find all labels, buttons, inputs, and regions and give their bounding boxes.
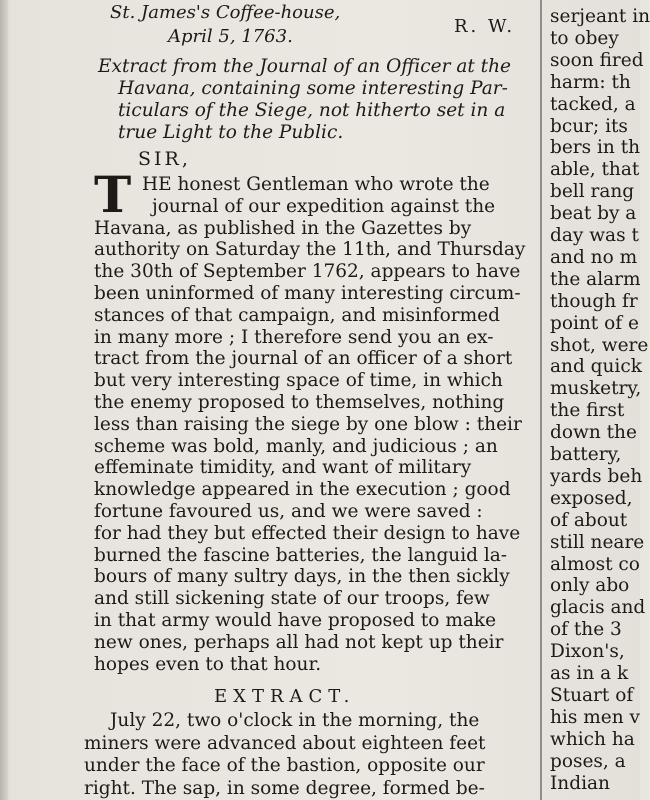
body-line: scheme was bold, manly, and judicious ; an — [94, 435, 498, 457]
right-column-line: exposed, — [550, 487, 633, 509]
right-column-line: though fr — [550, 290, 638, 312]
right-column-line: bers in th — [550, 137, 641, 159]
article-title-line-2: Havana, containing some interesting Par- — [118, 78, 508, 99]
body-line: been uninformed of many interesting circum- — [94, 283, 521, 304]
body-line: in many more ; I therefore send you an ex- — [94, 326, 494, 348]
right-column-line: Indian — [550, 772, 610, 794]
right-column-line: beat by a — [550, 203, 637, 225]
extract-line: miners were advanced about eighteen feet — [84, 732, 486, 754]
right-column-line: his men v — [550, 706, 640, 728]
article-title-line-1: Extract from the Journal of an Officer at the — [98, 56, 511, 77]
right-column-line: still neare — [550, 531, 645, 553]
body-line: but very interesting space of time, in which — [94, 370, 503, 392]
extract-line: right. The sap, in some degree, formed be- — [84, 777, 485, 799]
right-column-line: the first — [550, 400, 625, 422]
article-title-line-4: true Light to the Public. — [118, 122, 344, 143]
body-line: and still sickening state of our troops, few — [94, 588, 490, 610]
right-column-line: tacked, a — [550, 93, 636, 115]
right-column-line: almost co — [550, 553, 640, 575]
extract-line: under the face of the bastion, opposite our — [84, 755, 485, 776]
body-line: burned the fascine batteries, the languid la- — [94, 544, 508, 566]
body-line: Havana, as published in the Gazettes by — [94, 217, 472, 239]
body-line: the enemy proposed to themselves, nothing — [94, 392, 505, 413]
body-line: tract from the journal of an officer of a short — [94, 348, 513, 370]
body-line: bours of many sultry days, in the then sickly — [94, 566, 510, 588]
right-column-line: shot, were — [550, 334, 649, 356]
right-column-line: poses, a — [550, 750, 626, 772]
right-column-line: harm: th — [550, 71, 631, 93]
dateline-date: April 5, 1763. — [168, 26, 293, 47]
body-line: authority on Saturday the 11th, and Thursday — [94, 239, 526, 261]
body-line: journal of our expedition against the — [152, 195, 496, 217]
body-line: new ones, perhaps all had not kept up their — [94, 631, 504, 653]
right-column-line: to obey — [550, 27, 619, 49]
right-column-line: of about — [550, 509, 628, 531]
right-column-line: soon fired — [550, 49, 644, 71]
article-title-line-3: ticulars of the Siege, not hitherto set in a — [118, 100, 506, 121]
body-line: fortune favoured us, and we were saved : — [94, 501, 483, 522]
right-column-line: serjeant in — [550, 6, 650, 27]
page-edge-shadow — [0, 0, 8, 800]
dateline-place: St. James's Coffee-house, — [110, 2, 341, 23]
right-column-line: bell rang — [550, 181, 635, 203]
extract-heading: EXTRACT. — [214, 686, 356, 707]
salutation: SIR, — [138, 148, 191, 170]
right-column-line: point of e — [550, 312, 639, 334]
right-column-line: musketry, — [550, 378, 642, 400]
right-column-line: only abo — [550, 575, 630, 597]
drop-cap: T — [94, 165, 132, 224]
body-line: hopes even to that hour. — [94, 653, 322, 675]
right-column-line: glacis and — [550, 597, 646, 619]
right-column-line: battery, — [550, 444, 622, 465]
right-column-line: and no m — [550, 246, 638, 268]
body-line: effeminate timidity, and want of military — [94, 457, 472, 479]
right-column-line: of the 3 — [550, 619, 622, 641]
column-rule — [540, 0, 542, 800]
main-column — [82, 0, 534, 800]
right-column-line: the alarm — [550, 268, 641, 290]
right-column-line: bcur; its — [550, 115, 628, 137]
right-column-line: yards beh — [550, 465, 643, 487]
body-line: for had they but effected their design to have — [94, 522, 521, 544]
right-column-line: and quick — [550, 356, 642, 378]
body-line: in that army would have proposed to make — [94, 610, 497, 631]
right-column-line: Dixon's, — [550, 641, 625, 663]
body-line: less than raising the siege by one blow : their — [94, 413, 522, 435]
right-column-line: as in a k — [550, 663, 629, 684]
body-line: stances of that campaign, and misinformed — [94, 304, 500, 326]
right-column-line: day was t — [550, 225, 639, 246]
body-line: knowledge appeared in the execution ; good — [94, 479, 511, 501]
right-column — [548, 0, 650, 800]
body-line: the 30th of September 1762, appears to have — [94, 261, 521, 283]
right-column-line: able, that — [550, 159, 640, 181]
right-column-line: down the — [550, 422, 637, 444]
right-column-line: which ha — [550, 728, 635, 750]
body-line: HE honest Gentleman who wrote the — [142, 174, 490, 195]
signature: R. W. — [454, 16, 516, 37]
extract-line: July 22, two o'clock in the morning, the — [110, 710, 480, 731]
right-column-line: Stuart of — [550, 684, 634, 706]
